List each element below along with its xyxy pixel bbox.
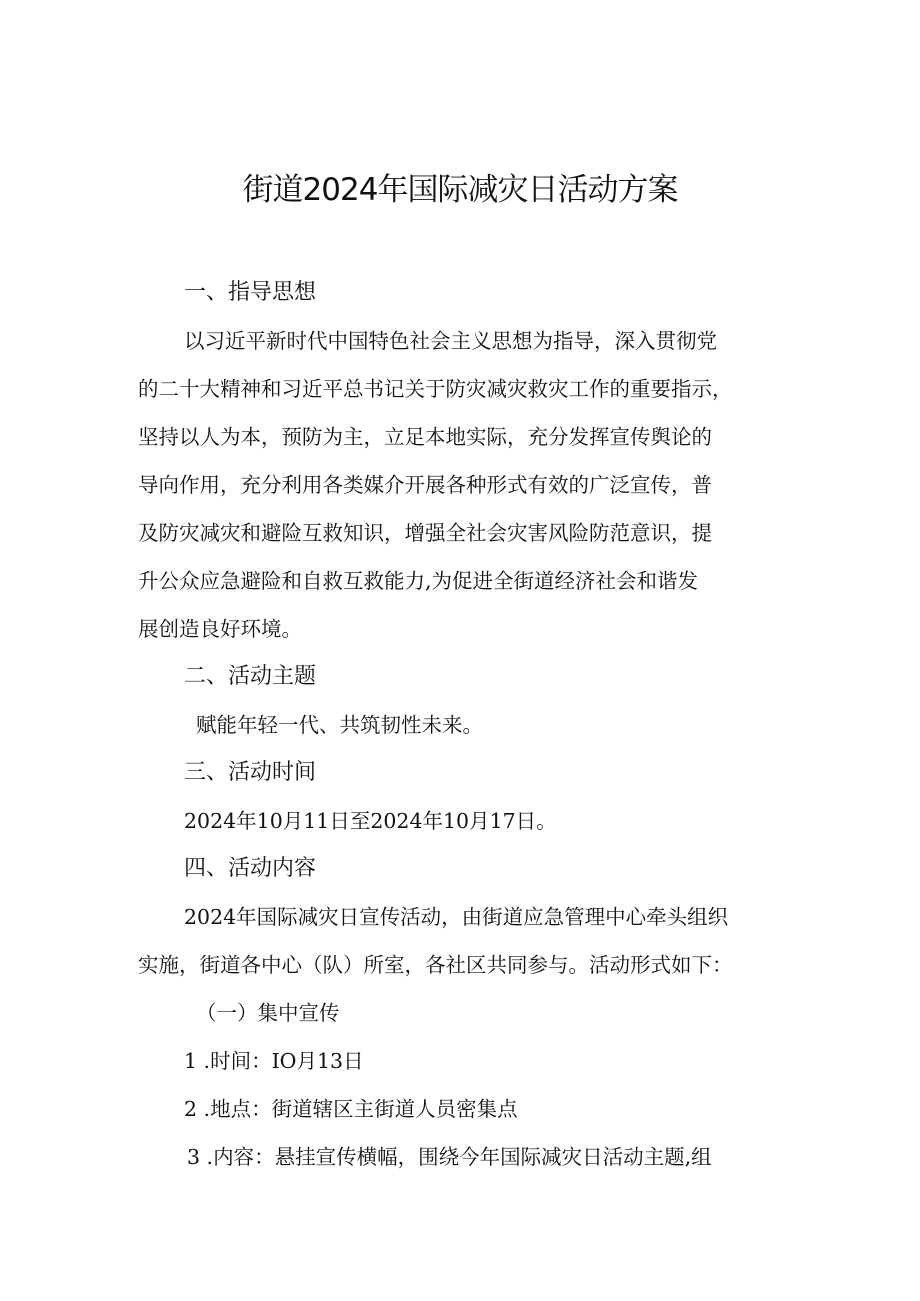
section-heading-activity-content: 四、活动内容 xyxy=(184,856,317,881)
paragraph-line: 升公众应急避险和自救互救能力,为促进全街道经济社会和谐发 xyxy=(138,569,699,593)
subsection-heading-centralized-publicity: （一）集中宣传 xyxy=(196,1001,340,1025)
paragraph-line: 实施，街道各中心（队）所室，各社区共同参与。活动形式如下： xyxy=(138,953,733,977)
paragraph-line: 以习近平新时代中国特色社会主义思想为指导，深入贯彻党 xyxy=(184,329,717,353)
document-title: 街道2024年国际减灾日活动方案 xyxy=(242,172,678,208)
section-heading-guiding-ideology: 一、指导思想 xyxy=(184,280,317,305)
paragraph-line: 及防灾减灾和避险互救知识，增强全社会灾害风险防范意识，提 xyxy=(138,521,712,545)
paragraph-line: 的二十大精神和习近平总书记关于防灾减灾救灾工作的重要指示， xyxy=(138,377,733,401)
paragraph-line: 导向作用，充分利用各类媒介开展各种形式有效的广泛宣传，普 xyxy=(138,473,712,497)
list-item-time: 1 .时间：IO月13日 xyxy=(184,1049,364,1073)
paragraph-line: 坚持以人为本，预防为主，立足本地实际，充分发挥宣传舆论的 xyxy=(138,425,712,449)
paragraph-line: 展创造良好环境。 xyxy=(138,617,302,641)
paragraph-line: 2024年国际减灾日宣传活动，由街道应急管理中心牵头组织 xyxy=(184,905,729,929)
section-heading-activity-time: 三、活动时间 xyxy=(184,760,317,785)
list-item-location: 2 .地点：街道辖区主街道人员密集点 xyxy=(184,1097,518,1121)
time-text: 2024年10月11日至2024年10月17日。 xyxy=(184,809,557,833)
section-heading-activity-theme: 二、活动主题 xyxy=(184,664,317,689)
list-item-content: 3 .内容：悬挂宣传横幅，围绕今年国际减灾日活动主题,组 xyxy=(187,1145,712,1169)
theme-text: 赋能年轻一代、共筑韧性未来。 xyxy=(196,713,483,737)
